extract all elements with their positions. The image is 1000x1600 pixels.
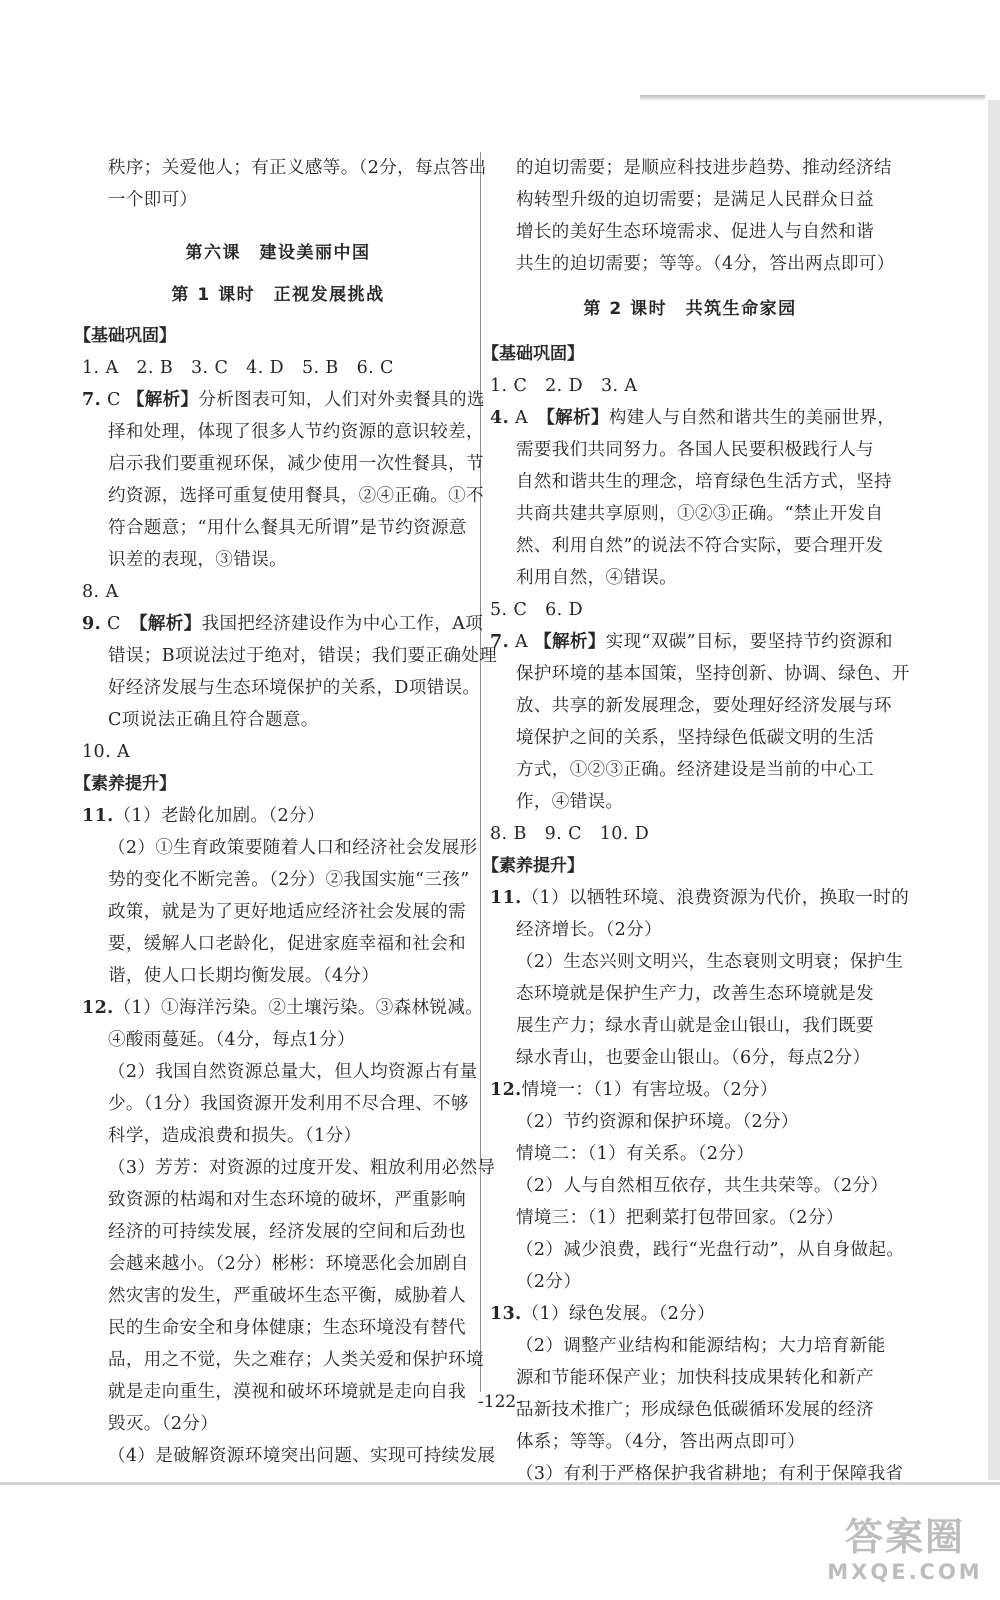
text-line: 展生产力；绿水青山就是金山银山，我们既要 — [516, 1016, 874, 1036]
text-line: 源和节能环保产业；加快科技成果转化和新产 — [516, 1368, 874, 1388]
analysis-tag: 【解析】 — [534, 632, 606, 652]
section-heading: 【基础巩固】 — [482, 344, 584, 364]
question-11 — [490, 882, 910, 914]
watermark-logo — [820, 1515, 990, 1585]
question-13 — [490, 1298, 890, 1330]
text-line: 境保护之间的关系，坚持绿色低碳文明的生活 — [516, 728, 874, 748]
text-line: 启示我们要重视环保，减少使用一次性餐具，节 — [108, 454, 484, 474]
question-number: 13. — [490, 1304, 522, 1324]
text-line: 科学，造成浪费和损失。（1分） — [108, 1126, 362, 1146]
text-line: 需要我们共同努力。各国人民要积极践行人与 — [516, 440, 874, 460]
text-line: 择和处理，体现了很多人节约资源的意识较差， — [108, 422, 484, 442]
text-line: （2）人与自然相互依存，共生共荣等。（2分） — [516, 1176, 889, 1196]
question-4 — [490, 402, 896, 434]
analysis-text: 实现“双碳”目标，要坚持节约资源和 — [605, 632, 893, 652]
question-number: 11. — [82, 806, 114, 826]
answer-text: 情境一：（1）有害垃圾。（2分） — [521, 1080, 778, 1100]
text-line: 秩序；关爱他人；有正义感等。（2分，每点答出 — [108, 158, 487, 178]
question-7 — [490, 626, 893, 658]
text-line: 一个即可） — [108, 190, 198, 210]
section-heading: 【素养提升】 — [74, 774, 176, 794]
text-line: 致资源的枯竭和对生态环境的破坏，严重影响 — [108, 1190, 466, 1210]
analysis-tag: 【解析】 — [126, 390, 199, 410]
text-line: 错误；B项说法过于绝对，错误；我们要正确处理 — [108, 646, 498, 666]
text-line: 势的变化不断完善。（2分）②我国实施“三孩” — [108, 870, 470, 890]
period-title: 第 1 课时 正视发展挑战 — [171, 285, 385, 305]
lesson-title: 第六课 建设美丽中国 — [185, 243, 371, 263]
text-line: 保护环境的基本国策，坚持创新、协调、绿色、开 — [516, 664, 910, 684]
question-number: 9. — [82, 614, 102, 634]
text-line: 约资源，选择可重复使用餐具，②④正确。①不 — [108, 486, 484, 506]
text-line: （3）芳芳：对资源的过度开发、粗放利用必然导 — [108, 1158, 496, 1178]
text-line: 经济增长。（2分） — [516, 920, 662, 940]
analysis-tag: 【解析】 — [138, 614, 202, 634]
text-line: （4）是破解资源环境突出问题、实现可持续发展 — [108, 1446, 496, 1466]
answer-text: （1）绿色发展。（2分） — [521, 1304, 715, 1324]
text-line: 构转型升级的迫切需要；是满足人民群众日益 — [516, 190, 874, 210]
text-line: 经济的可持续发展，经济发展的空间和后劲也 — [108, 1222, 466, 1242]
text-line: 要，缓解人口老龄化，促进家庭幸福和社会和 — [108, 934, 466, 954]
analysis-text: 我国把经济建设作为中心工作，A项 — [201, 614, 484, 634]
question-number: 7. — [82, 390, 102, 410]
text-line: 符合题意；“用什么餐具无所谓”是节约资源意 — [108, 518, 467, 538]
answer-choice: C — [107, 614, 121, 634]
answer-line: 5. C 6. D — [490, 600, 584, 620]
question-number: 12. — [490, 1080, 522, 1100]
answer-choice: C — [107, 390, 121, 410]
answer-line: 8. A — [82, 582, 119, 602]
text-line: （2）①生育政策要随着人口和经济社会发展形 — [108, 838, 478, 858]
answer-text: （1）老龄化加剧。（2分） — [113, 806, 325, 826]
scan-shadow-top — [640, 95, 985, 101]
text-line: 作，④错误。 — [516, 792, 624, 812]
text-line: C项说法正确且符合题意。 — [108, 710, 319, 730]
answer-text: （1）①海洋污染。②土壤污染。③森林锐减。 — [113, 998, 484, 1018]
text-line: 的迫切需要；是顺应科技进步趋势、推动经济结 — [516, 158, 892, 178]
section-heading: 【基础巩固】 — [74, 326, 176, 346]
question-12 — [82, 992, 484, 1024]
text-line: 增长的美好生态环境需求、促进人与自然和谐 — [516, 222, 874, 242]
text-line: 方式，①②③正确。经济建设是当前的中心工 — [516, 760, 874, 780]
answer-line: 8. B 9. C 10. D — [490, 824, 650, 844]
text-line: 会越来越小。（2分）彬彬：环境恶化会加剧自 — [108, 1254, 469, 1274]
text-line: 然、利用自然”的说法不符合实际，要合理开发 — [516, 536, 884, 556]
text-line: 就是走向重生，漠视和破坏环境就是走向自我 — [108, 1382, 466, 1402]
text-line: 品，用之不觉，失之难存；人类关爱和保护环境 — [108, 1350, 484, 1370]
section-heading: 【素养提升】 — [482, 856, 584, 876]
text-line: （2）节约资源和保护环境。（2分） — [516, 1112, 799, 1132]
text-line: 自然和谐共生的理念，培育绿色生活方式，坚持 — [516, 472, 892, 492]
text-line: 民的生命安全和身体健康；生态环境没有替代 — [108, 1318, 466, 1338]
analysis-text: 构建人与自然和谐共生的美丽世界， — [608, 408, 896, 428]
right-column — [482, 152, 910, 1490]
text-line: 谐，使人口长期均衡发展。（4分） — [108, 966, 380, 986]
text-line: （2）生态兴则文明兴，生态衰则文明衰；保护生 — [516, 952, 904, 972]
watermark-url: MXQE.COM — [827, 1560, 983, 1584]
text-line: 政策，就是为了更好地适应经济社会发展的需 — [108, 902, 466, 922]
text-line: 体系；等等。（4分，答出两点即可） — [516, 1432, 806, 1452]
watermark-title: 答案圈 — [844, 1515, 965, 1559]
text-line: 态环境就是保护生产力，改善生态环境就是发 — [516, 984, 874, 1004]
text-line: 品新技术推广；形成绿色低碳循环发展的经济 — [516, 1400, 874, 1420]
question-7 — [82, 384, 485, 416]
question-number: 12. — [82, 998, 114, 1018]
text-line: 情境二：（1）有关系。（2分） — [516, 1144, 755, 1164]
text-line: （2）我国自然资源总量大，但人均资源占有量 — [108, 1062, 478, 1082]
answer-line: 1. C 2. D 3. A — [490, 376, 638, 396]
text-line: ④酸雨蔓延。（4分，每点1分） — [108, 1030, 356, 1050]
text-line: 利用自然，④错误。 — [516, 568, 678, 588]
question-9 — [82, 608, 484, 640]
text-line: （2）调整产业结构和能源结构；大力培育新能 — [516, 1336, 886, 1356]
text-line: 然灾害的发生，严重破坏生态平衡，威胁着人 — [108, 1286, 466, 1306]
analysis-tag: 【解析】 — [546, 408, 609, 428]
text-line: 识差的表现，③错误。 — [108, 550, 287, 570]
text-line: 共商共建共享原则，①②③正确。“禁止开发自 — [516, 504, 884, 524]
question-number: 11. — [490, 888, 522, 908]
answer-line: 1. A 2. B 3. C 4. D 5. B 6. C — [82, 358, 394, 378]
text-line: 情境三：（1）把剩菜打包带回家。（2分） — [516, 1208, 844, 1228]
answer-line: 10. A — [82, 742, 131, 762]
scan-shadow-right — [988, 100, 1000, 1480]
text-line: 绿水青山，也要金山银山。（6分，每点2分） — [516, 1048, 871, 1068]
column-divider — [480, 152, 481, 1392]
answer-text: （1）以牺牲环境、浪费资源为代价，换取一时的 — [521, 888, 910, 908]
text-line: （3）有利于严格保护我省耕地；有利于保障我省 — [516, 1464, 904, 1484]
period-title: 第 2 课时 共筑生命家园 — [583, 299, 797, 319]
text-line: 好经济发展与生态环境保护的关系，D项错误。 — [108, 678, 481, 698]
question-number: 4. — [490, 408, 510, 428]
text-line: 共生的迫切需要；等等。（4分，答出两点即可） — [516, 254, 895, 274]
left-column — [74, 152, 498, 1472]
page-number: -122- — [478, 1392, 522, 1412]
text-line: 放、共享的新发展理念，要处理好经济发展与环 — [516, 696, 892, 716]
question-11 — [82, 800, 474, 832]
text-line: 毁灭。（2分） — [108, 1414, 219, 1434]
question-number: 7. — [490, 632, 510, 652]
analysis-text: 分析图表可知，人们对外卖餐具的选 — [198, 390, 485, 410]
answer-choice: A — [515, 632, 529, 652]
text-line: （2分） — [516, 1272, 582, 1292]
text-line: 少。（1分）我国资源开发利用不尽合理、不够 — [108, 1094, 469, 1114]
answer-choice: A — [515, 408, 529, 428]
text-line: （2）减少浪费，践行“光盘行动”，从自身做起。 — [516, 1240, 905, 1260]
question-12 — [490, 1074, 890, 1106]
